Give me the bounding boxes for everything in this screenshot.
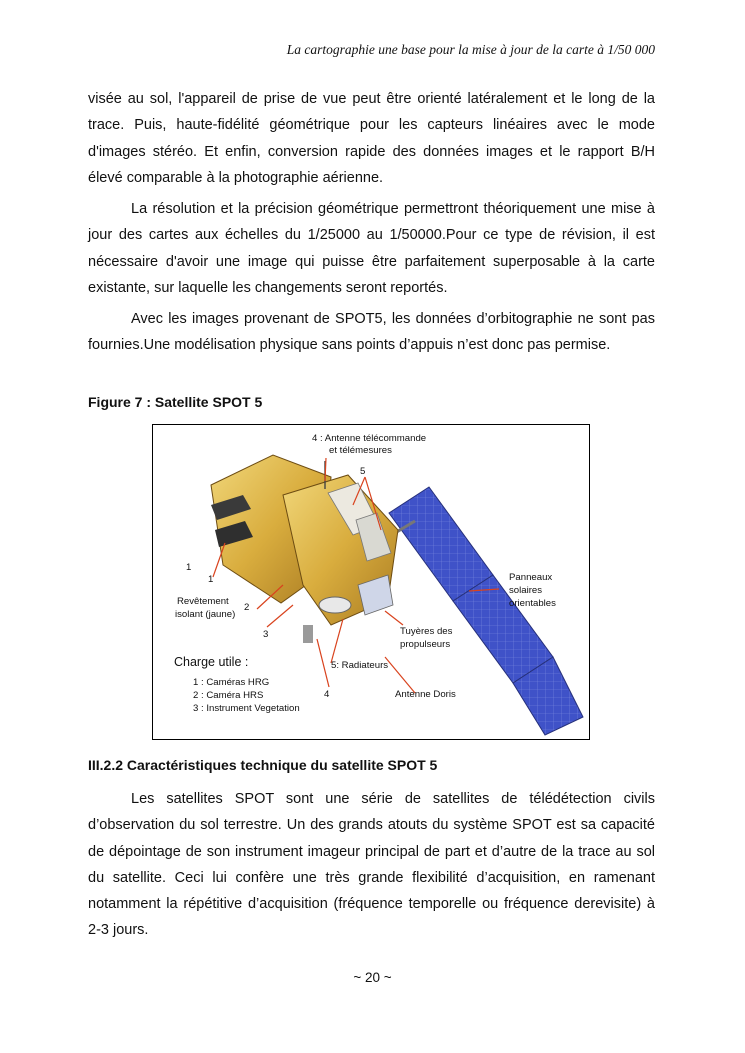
figure-caption: Figure 7 : Satellite SPOT 5 xyxy=(88,394,263,410)
running-header: La cartographie une base pour la mise à jour de la carte à 1/50 000 xyxy=(286,42,655,57)
label-coating-line1: Revêtement xyxy=(177,596,229,607)
body-text xyxy=(88,306,655,359)
paragraph-4: Les satellites SPOT sont une série de satellites de télédétection civils d’observation du sol terrestre. Un des grands atouts du système SPOT est sa capacité de dépointage de son instrument imageur principal de part et d’autre de la trace au sol du satellite. Ceci lui confère une très grande flexibilité d’acquisition, en ramenant notamment la répétitive d’acquisition (fréquence temporelle ou fréquence derevisite) à 2-3 jours. xyxy=(88,791,655,939)
body-text xyxy=(88,786,655,944)
satellite-body xyxy=(211,455,398,643)
satellite-figure xyxy=(152,424,590,740)
paragraph-1: visée au sol, l'appareil de prise de vue peut être orienté latéralement et le long de la trace. Puis, haute-fidélité géométrique pour les capteurs linéaires avec le mode d'images stéréo. Et enfin, conversion rapide des données images et le rapport B/H élevé comparable à la photographie aérienne. xyxy=(88,91,655,186)
label-radiators: 5: Radiateurs xyxy=(331,660,389,671)
payload-title: Charge utile : xyxy=(174,655,249,669)
label-number-2: 2 xyxy=(244,602,250,613)
label-number-5: 5 xyxy=(360,466,366,477)
label-number-1a: 1 xyxy=(186,562,192,573)
label-panels-line2: solaires xyxy=(509,585,543,596)
paragraph-2: La résolution et la précision géométrique permettront théoriquement une mise à jour des cartes aux échelles du 1/25000 au 1/50000.Pour ce type de révision, il est nécessaire d'avoir une image qui puisse être parfaitement superposable à la carte existante, sur laquelle les changements seront reportés. xyxy=(88,201,655,296)
satellite-illustration xyxy=(153,425,589,739)
body-text xyxy=(88,196,655,301)
label-antenna-line2: et télémesures xyxy=(329,445,392,456)
label-number-4: 4 xyxy=(324,689,330,700)
section-heading: III.2.2 Caractéristiques technique du satellite SPOT 5 xyxy=(88,757,438,773)
payload-item-2: 2 : Caméra HRS xyxy=(193,690,264,701)
label-panels-line1: Panneaux xyxy=(509,572,553,583)
label-antenna-line1: 4 : Antenne télécommande xyxy=(312,433,427,444)
payload-item-1: 1 : Caméras HRG xyxy=(193,677,270,688)
body-text xyxy=(88,86,655,191)
label-thrusters-line2: propulseurs xyxy=(400,639,451,650)
label-thrusters-line1: Tuyères des xyxy=(400,626,453,637)
label-number-3: 3 xyxy=(263,629,269,640)
label-panels-line3: orientables xyxy=(509,598,556,609)
paragraph-3: Avec les images provenant de SPOT5, les données d’orbitographie ne sont pas fournies.Une modélisation physique sans points d’appuis n’est donc pas permise. xyxy=(88,311,655,354)
label-doris: Antenne Doris xyxy=(395,689,456,700)
label-coating-line2: isolant (jaune) xyxy=(175,609,236,620)
page-number: ~ 20 ~ xyxy=(353,970,392,985)
label-number-1b: 1 xyxy=(208,574,214,585)
payload-item-3: 3 : Instrument Vegetation xyxy=(193,703,300,714)
